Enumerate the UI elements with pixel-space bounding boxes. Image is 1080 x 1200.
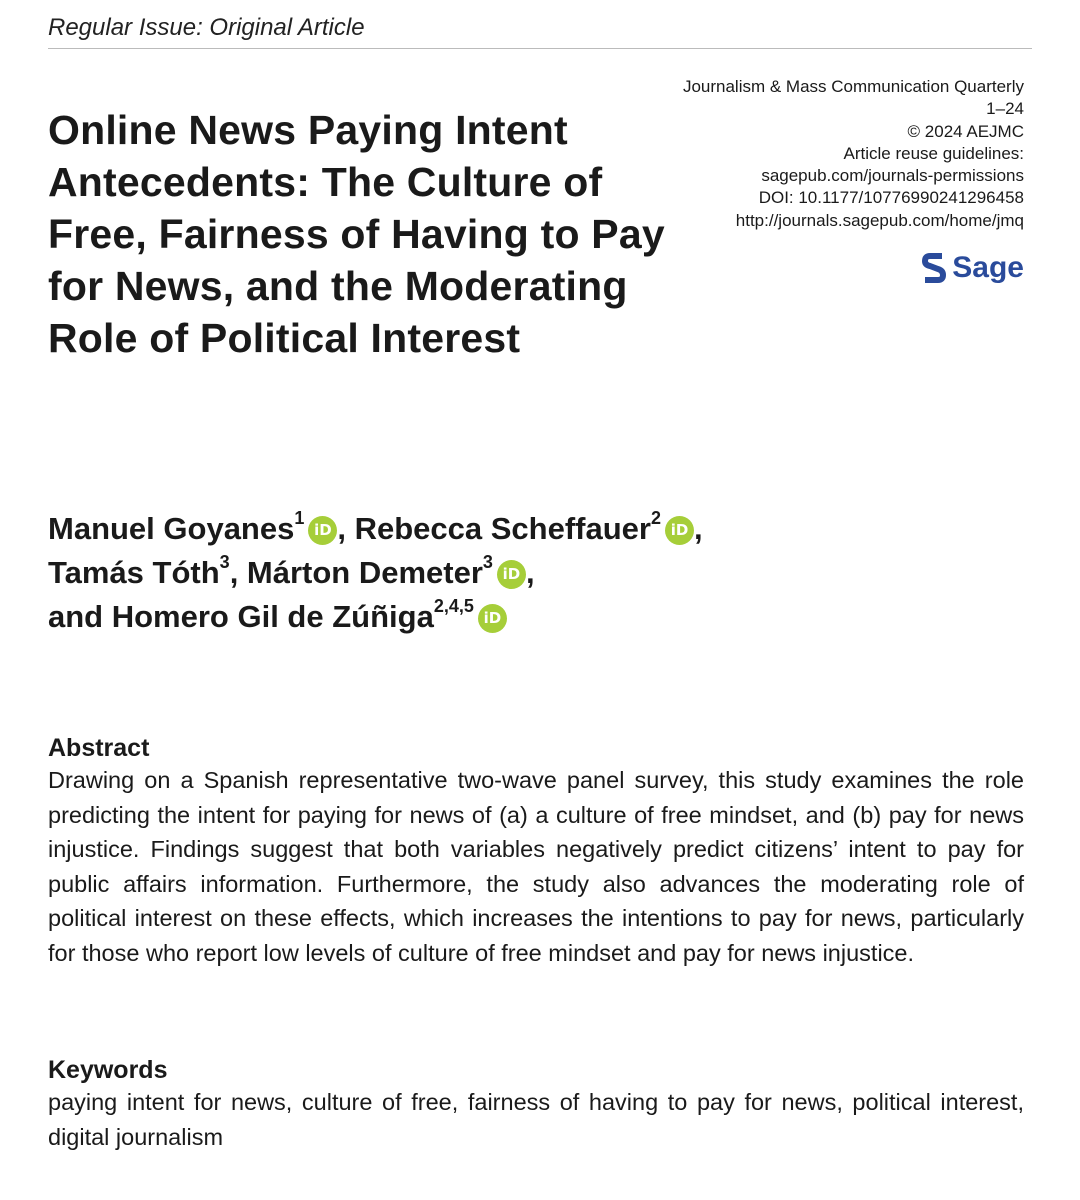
affiliation-marker: 3 bbox=[219, 551, 230, 572]
orcid-icon[interactable]: iD bbox=[665, 516, 694, 545]
author-name[interactable]: Manuel Goyanes bbox=[48, 511, 295, 546]
orcid-icon[interactable]: iD bbox=[308, 516, 337, 545]
abstract-heading: Abstract bbox=[48, 734, 150, 762]
author bbox=[48, 595, 507, 634]
keywords-heading: Keywords bbox=[48, 1056, 168, 1084]
author: Rebecca Scheffauer$^2$iD , bbox=[354, 507, 703, 546]
author-name[interactable]: Márton Demeter bbox=[246, 555, 483, 590]
author-name[interactable]: Tamás Tóth bbox=[48, 555, 220, 590]
issue-label: Regular Issue: Original Article bbox=[48, 14, 1032, 49]
author-name[interactable]: Rebecca Scheffauer bbox=[354, 511, 651, 546]
journal-copyright: © 2024 AEJMC bbox=[907, 121, 1024, 141]
affiliation-marker: 1 bbox=[294, 507, 305, 528]
sage-s-icon bbox=[922, 250, 946, 286]
sage-logo-text: Sage bbox=[952, 251, 1024, 284]
abstract-text: Drawing on a Spanish representative two-wave panel survey, this study examines the role predicting the intent for paying for news of (a) a culture of free mindset, and (b) pay for news injustice. Findings suggest that both variables negatively predict citizens’ intent to pay for public affairs information. Furthermore, the study also advances the moderating role of political interest on these effects, which increases the intentions to pay for news, particularly for those who report low levels of culture of free mindset and pay for news injustice. bbox=[48, 767, 1024, 966]
journal-pages: 1–24 bbox=[986, 99, 1024, 119]
author: Márton Demeter$^3$iD , bbox=[246, 551, 535, 590]
journal-home-link[interactable]: http://journals.sagepub.com/home/jmq bbox=[735, 210, 1024, 230]
affiliation-marker: 2,4,5 bbox=[433, 595, 474, 616]
affiliation-marker: 2 bbox=[650, 507, 661, 528]
abstract-section bbox=[48, 734, 1024, 970]
sage-logo bbox=[922, 250, 1024, 286]
reuse-label: Article reuse guidelines: bbox=[843, 143, 1024, 163]
author-list bbox=[48, 507, 1048, 639]
orcid-icon[interactable]: iD bbox=[478, 604, 507, 633]
author: Manuel Goyanes$^1$iD , bbox=[48, 507, 355, 546]
affiliation-marker: 3 bbox=[482, 551, 493, 572]
keywords-text: paying intent for news, culture of free, fairness of having to pay for news, political interest, digital journalism bbox=[48, 1089, 1024, 1150]
article-title: Online News Paying Intent Antecedents: The Culture of Free, Fairness of Having to Pay for News, and the Moderating Role of Political Interest bbox=[48, 107, 665, 361]
author-name[interactable]: and Homero Gil de Zúñiga bbox=[48, 599, 434, 634]
keywords-section bbox=[48, 1056, 1024, 1154]
journal-info bbox=[683, 76, 1024, 232]
author: Tamás Tóth$^3$, bbox=[48, 551, 247, 590]
orcid-icon[interactable]: iD bbox=[497, 560, 526, 589]
reuse-link[interactable]: sagepub.com/journals-permissions bbox=[761, 166, 1024, 186]
doi-link[interactable]: DOI: 10.1177/10776990241296458 bbox=[758, 188, 1024, 208]
journal-name: Journalism & Mass Communication Quarterly bbox=[682, 77, 1024, 96]
